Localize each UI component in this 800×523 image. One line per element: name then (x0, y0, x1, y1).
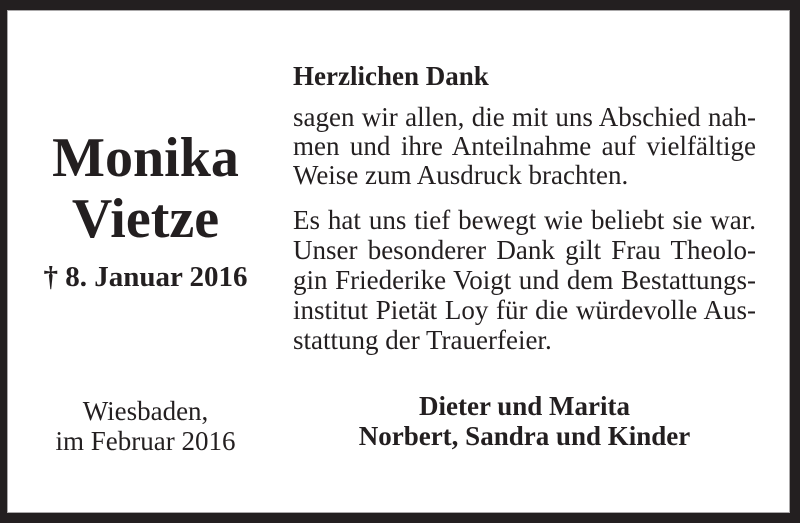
death-date: † 8. Januar 2016 (43, 261, 248, 293)
thanks-paragraph-2 (293, 205, 756, 355)
text-line: gin Friederike Voigt und dem Bestattungs- (293, 265, 756, 295)
text-line: men und ihre Anteilnahme auf vielfältige (293, 131, 756, 161)
family-signatures (293, 391, 756, 451)
right-column (293, 10, 756, 513)
date-line: im Februar 2016 (55, 426, 236, 456)
thanks-paragraph-1 (293, 103, 756, 190)
thanks-heading: Herzlichen Dank (293, 61, 489, 91)
deceased-last-name: Vietze (71, 188, 220, 250)
deceased-name (7, 128, 284, 250)
place-and-date (7, 396, 284, 456)
text-line: stattung der Trauerfeier. (293, 325, 552, 355)
text-line: institut Pietät Loy für die würdevolle Aus- (293, 295, 756, 325)
text-line: Weise zum Ausdruck brachten. (293, 160, 629, 190)
deceased-first-name: Monika (52, 127, 239, 189)
place-line: Wiesbaden, (82, 396, 209, 426)
left-column (7, 10, 284, 513)
text-line: Es hat uns tief bewegt wie beliebt sie war. (293, 205, 756, 235)
text-line: Unser besonderer Dank gilt Frau Theolo- (293, 235, 756, 265)
text-line: sagen wir allen, die mit uns Abschied nah- (293, 102, 756, 132)
text-line: Dieter und Marita (419, 391, 630, 421)
text-line: Norbert, Sandra und Kinder (358, 421, 691, 451)
